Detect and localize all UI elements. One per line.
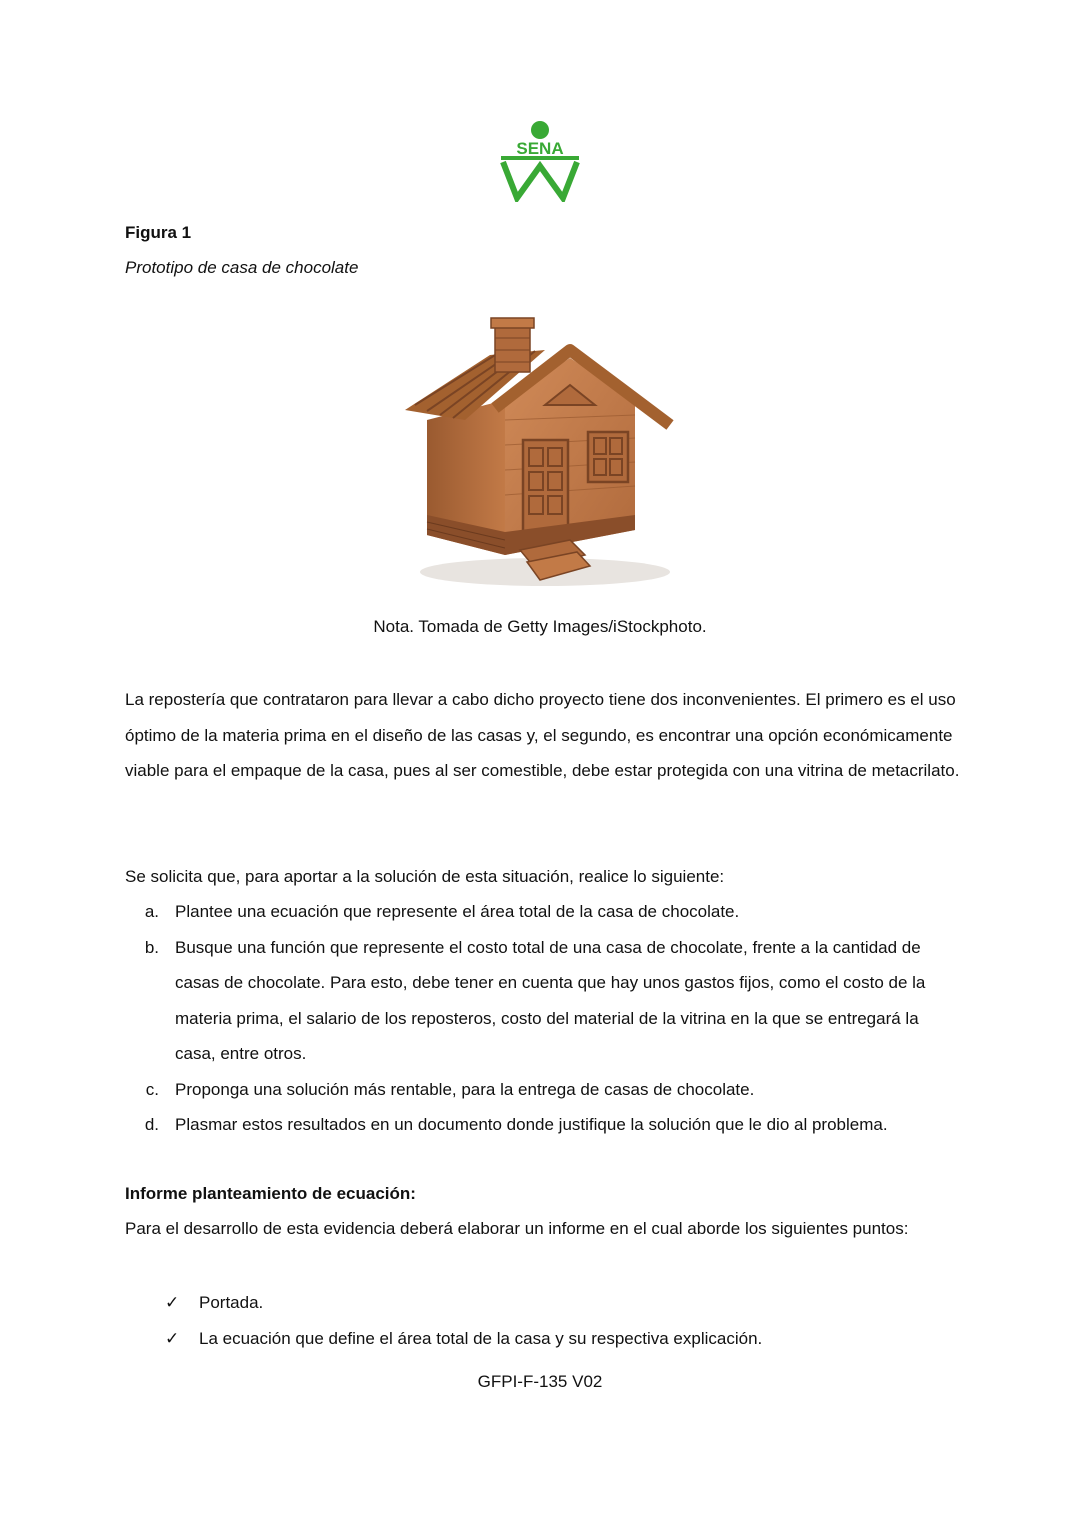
list-item-text: Portada. xyxy=(199,1293,264,1312)
list-marker: d. xyxy=(144,1115,159,1134)
list-item-text: Plantee una ecuación que represente el área total de la casa de chocolate. xyxy=(175,902,740,921)
list-item xyxy=(125,930,960,1072)
list-marker: a. xyxy=(144,902,159,921)
list-item-text: Plasmar estos resultados en un documento donde justifique la solución que le dio al problema. xyxy=(175,1115,888,1134)
report-checklist xyxy=(165,1285,762,1356)
report-title: Informe planteamiento de ecuación: xyxy=(125,1184,416,1203)
figure-title: Prototipo de casa de chocolate xyxy=(125,258,359,277)
list-item xyxy=(125,1107,960,1143)
sena-logo xyxy=(495,118,585,202)
chocolate-house-image xyxy=(395,310,685,595)
report-intro: Para el desarrollo de esta evidencia deberá elaborar un informe en el cual aborde los siguientes puntos: xyxy=(125,1219,909,1238)
list-item-text: Proponga una solución más rentable, para la entrega de casas de chocolate. xyxy=(175,1079,755,1099)
footer-code: GFPI-F-135 V02 xyxy=(477,1372,603,1391)
figure-note: Nota. Tomada de Getty Images/iStockphoto. xyxy=(373,617,707,636)
list-item-text: Busque una función que represente el costo total de una casa de chocolate, frente a la cantidad de casas de chocolate. Para esto, debe tener en cuenta que hay unos gastos fijos, como el costo de la materia prima, el salario de los reposteros, costo del material de la vitrina en la que se entregará la casa, entre otros. xyxy=(175,937,926,1063)
paragraph-request: Se solicita que, para aportar a la solución de esta situación, realice lo siguiente: xyxy=(125,867,725,886)
list-marker: b. xyxy=(144,937,159,957)
logo-text: SENA xyxy=(516,139,564,158)
paragraph-problem: La repostería que contrataron para llevar a cabo dicho proyecto tiene dos inconvenientes. El primero es el uso óptimo de la materia prima en el diseño de las casas y, el segundo, es encontrar una opción económicamente viable para el empaque de la casa, pues al ser comestible, debe estar protegida con una vitrina de metacrilato. xyxy=(125,690,960,780)
list-item xyxy=(165,1285,762,1321)
list-item-text: La ecuación que define el área total de la casa y su respectiva explicación. xyxy=(199,1328,763,1348)
list-item xyxy=(125,1072,960,1108)
list-item xyxy=(125,894,960,930)
list-marker: c. xyxy=(145,1079,159,1099)
list-item xyxy=(165,1321,762,1357)
checkmark-icon: ✓ xyxy=(165,1293,180,1312)
task-list xyxy=(125,894,960,1143)
figure-label: Figura 1 xyxy=(125,223,192,242)
checkmark-icon: ✓ xyxy=(165,1328,180,1348)
